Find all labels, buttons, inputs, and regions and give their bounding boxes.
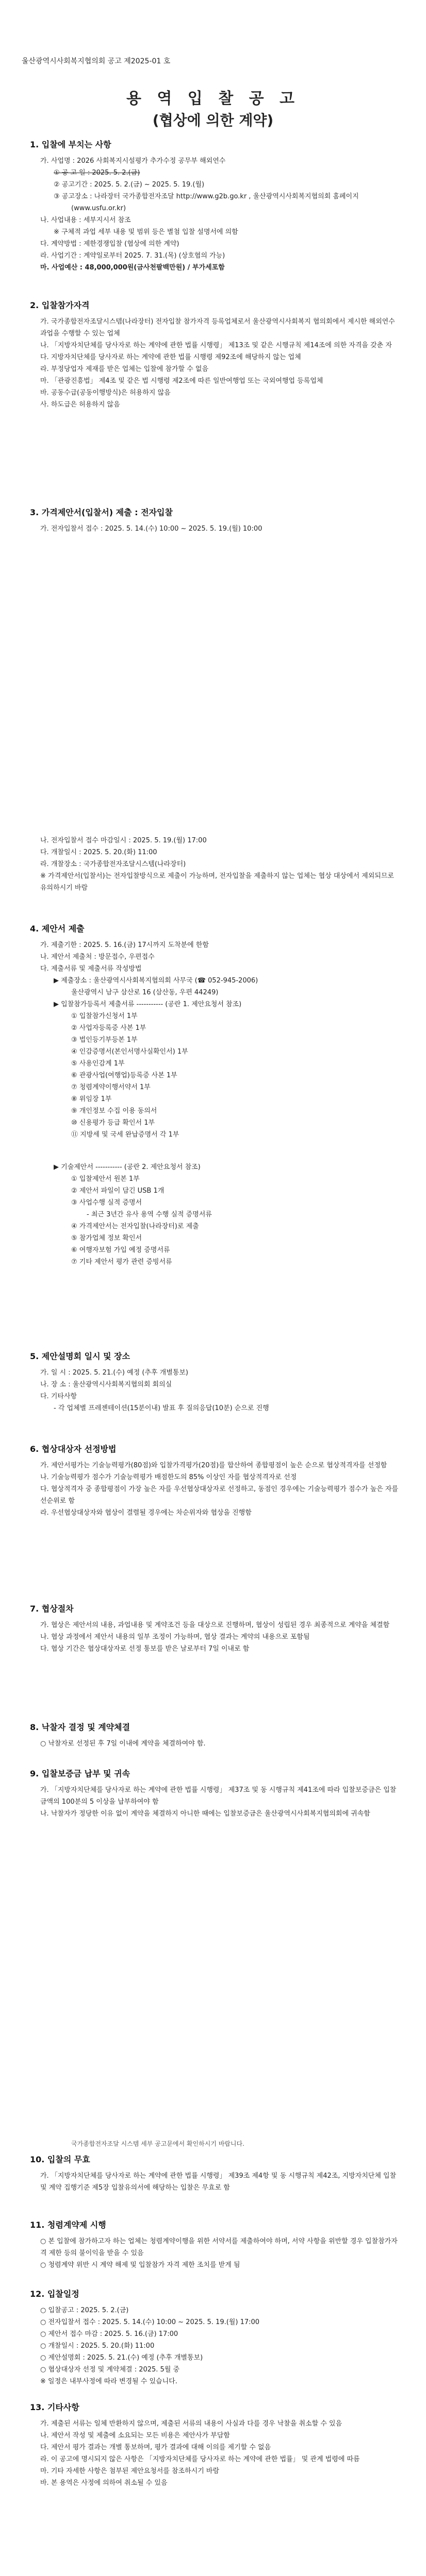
list-item: 나. 낙찰자가 정당한 이유 없이 계약을 체결하지 아니한 때에는 입찰보증금은 울산광역시사회복지협의회에 귀속함: [40, 1810, 370, 1818]
list-item: 나. 「지방자치단체를 당사자로 하는 계약에 관한 법률 시행령」 제13조 및 같은 시행규칙 제14조에 의한 자격을 갖춘 자: [40, 342, 392, 349]
list-item: ③ 사업수행 실적 증명서: [71, 1199, 142, 1207]
section-heading: 6. 협상대상자 선정방법: [30, 1444, 117, 1454]
list-item: 마. 사업예산 : 48,000,000원(금사천팔백만원) / 부가세포함: [40, 264, 225, 272]
section-12: [30, 2287, 401, 2387]
list-item: ⑦ 청렴계약이행서약서 1부: [71, 1083, 151, 1091]
section-13: [30, 2401, 401, 2489]
section-heading: 10. 입찰의 무효: [30, 2155, 90, 2164]
list-item: 바. 본 용역은 사정에 의하여 취소될 수 있음: [40, 2479, 168, 2487]
section-heading: 8. 낙찰자 결정 및 계약체결: [30, 1722, 130, 1732]
section-5: [30, 1350, 401, 1414]
list-item: 나. 전자입찰서 접수 마감일시 : 2025. 5. 19.(월) 17:00: [40, 837, 207, 844]
list-item: ○ 전자입찰서 접수 : 2025. 5. 14.(수) 10:00 ~ 2025. 5. 19.(월) 17:00: [40, 2318, 260, 2326]
list-item: 나. 장 소 : 울산광역시사회복지협의회 회의실: [40, 1381, 172, 1388]
section-heading: 4. 제안서 제출: [30, 924, 85, 934]
page-title: 용 역 입 찰 공 고: [126, 90, 300, 108]
list-item: ⑪ 지방세 및 국세 완납증명서 각 1부: [71, 1131, 179, 1139]
list-item: 다. 제안서 평가 결과는 개별 통보하며, 평가 결과에 대해 이의를 제기할 수 없음: [40, 2444, 271, 2451]
list-item: 가. 협상은 제안서의 내용, 과업내용 및 계약조건 등을 대상으로 진행하며, 협상이 성립된 경우 최종적으로 계약을 체결함: [40, 1621, 390, 1629]
list-item: ○ 제안설명회 : 2025. 5. 21.(수) 예정 (추후 개별통보): [40, 2354, 203, 2362]
list-item: 가. 제안서평가는 기술능력평가(80점)와 입찰가격평가(20점)를 합산하여 종합평점이 높은 순으로 협상적격자를 선정함: [40, 1462, 387, 1469]
list-item: 다. 제출서류 및 제출서류 작성방법: [40, 965, 142, 973]
section-1: [30, 138, 401, 274]
list-item: 다. 계약방법 : 제한경쟁입찰 (협상에 의한 계약): [40, 240, 179, 248]
list-item: ⑤ 사용인감계 1부: [71, 1060, 125, 1067]
list-item: ② 공고기간 : 2025. 5. 2.(금) ~ 2025. 5. 19.(월): [54, 181, 205, 189]
document-number: 울산광역시사회복지협의회 공고 제2025-01 호: [22, 57, 171, 65]
list-item: ※ 일정은 내부사정에 따라 변경될 수 있습니다.: [40, 2378, 177, 2385]
list-item: ④ 인감증명서(본인서명사실확인서) 1부: [71, 1048, 188, 1056]
list-item: ▶ 입찰참가등록서 제출서류 ----------- (공란 1. 제안요청서 참조): [54, 1001, 242, 1008]
list-item: ⑥ 여행자보험 가입 예정 증명서류: [71, 1246, 170, 1254]
list-item: 라. 사업기간 : 계약일로부터 2025. 7. 31.(목) (상호협의 가능): [40, 252, 225, 260]
list-item: ○ 낙찰자로 선정된 후 7일 이내에 계약을 체결하여야 함.: [40, 1740, 206, 1748]
section-heading: 12. 입찰일정: [30, 2289, 79, 2299]
list-item: 다. 협상 기간은 협상대상자로 선정 통보를 받은 날로부터 7일 이내로 함: [40, 1645, 250, 1653]
section-7: [30, 1602, 401, 1655]
list-item: 나. 협상 과정에서 제안서 내용의 일부 조정이 가능하며, 협상 결과는 계약의 내용으로 포함됨: [40, 1633, 310, 1641]
list-item: 가. 제출기한 : 2025. 5. 16.(금) 17시까지 도착분에 한함: [40, 941, 209, 949]
list-item: 나. 기술능력평가 점수가 기술능력평가 배점한도의 85% 이상인 자를 협상적격자로 선정: [40, 1473, 297, 1481]
list-item: (www.usfu.or.kr): [71, 205, 126, 212]
list-item: ③ 공고장소 : 나라장터 국가종합전자조달 http://www.g2b.go.kr , 울산광역시사회복지협의회 홈페이지: [54, 193, 359, 200]
list-item: ④ 가격제안서는 전자입찰(나라장터)로 제출: [71, 1223, 199, 1230]
section-6: [30, 1443, 401, 1519]
list-item: 울산광역시 남구 삼산로 16 (삼산동, 우편 44249): [71, 989, 219, 996]
list-item: 마. 기타 자세한 사항은 첨부된 제안요청서를 참조하시기 바람: [40, 2467, 220, 2475]
section-heading: 13. 기타사항: [30, 2402, 79, 2412]
list-item: ⑤ 참가업체 정보 확인서: [71, 1234, 142, 1242]
list-item: ② 제안서 파일이 담긴 USB 1개: [71, 1187, 165, 1195]
list-item: 라. 우선협상대상자와 협상이 결렬될 경우에는 차순위자와 협상을 진행함: [40, 1509, 252, 1517]
list-item: 사. 하도급은 허용하지 않음: [40, 401, 120, 409]
list-item: ② 사업자등록증 사본 1부: [71, 1024, 146, 1032]
list-item: ▶ 제출장소 : 울산광역시사회복지협의회 사무국 (☎ 052-945-2006): [54, 977, 258, 985]
list-item: 다. 지방자치단체를 당사자로 하는 계약에 관한 법률 시행령 제92조에 해당하지 않는 업체: [40, 353, 301, 361]
list-item: ⑦ 기타 제안서 평가 관련 증빙서류: [71, 1258, 172, 1266]
section-heading: 3. 가격제안서(입찰서) 제출 : 전자입찰: [30, 507, 173, 517]
list-item: 가. 사업명 : 2026 사회복지시설평가 추가수정 공무부 해외연수: [40, 157, 226, 165]
section-heading: 9. 입찰보증금 납부 및 귀속: [30, 1769, 130, 1778]
list-item: 다. 기타사항: [40, 1393, 77, 1400]
list-item: ⑩ 신용평가 등급 확인서 1부: [71, 1119, 155, 1127]
list-item: ○ 제안서 접수 마감 : 2025. 5. 16.(금) 17:00: [40, 2330, 178, 2338]
section-heading: 2. 입찰참가자격: [30, 300, 90, 310]
list-item: 가. 일 시 : 2025. 5. 21.(수) 예정 (추후 개별통보): [40, 1369, 188, 1377]
section-2: [30, 299, 401, 411]
list-item: ※ 가격제안서(입찰서)는 전자입찰방식으로 제출이 가능하며, 전자입찰을 제출하지 않는 업체는 협상 대상에서 제외되므로 유의하시기 바람: [40, 872, 397, 892]
list-item: ③ 법인등기부등본 1부: [71, 1036, 138, 1044]
list-item: 가. 국가종합전자조달시스템(나라장터) 전자입찰 참가자격 등록업체로서 울산광역시사회복지 협의회에서 제시한 해외연수 과업을 수행할 수 있는 업체: [40, 318, 397, 337]
list-item: - 최근 3년간 유사 용역 수행 실적 증명서류: [87, 1211, 212, 1218]
list-item: 나. 사업내용 : 세부지시서 참조: [40, 216, 131, 224]
list-item: ○ 협상대상자 선정 및 계약체결 : 2025. 5월 중: [40, 2366, 180, 2374]
list-item: ※ 구체적 과업 세부 내용 및 범위 등은 별첨 입찰 설명서에 의함: [54, 228, 238, 236]
section-9: [30, 1767, 401, 1820]
section-heading: 7. 협상절차: [30, 1604, 74, 1614]
list-item: 마. 「관광진흥법」 제4조 및 같은 법 시행령 제2조에 따른 일반여행업 또는 국외여행업 등록업체: [40, 377, 323, 385]
list-item: 라. 이 공고에 명시되지 않은 사항은 「지방자치단체를 당사자로 하는 계약에 관한 법률」 및 관계 법령에 따름: [40, 2455, 360, 2463]
section-heading: 1. 입찰에 부치는 사항: [30, 140, 111, 149]
section-10: [30, 2138, 401, 2194]
list-item: - 각 업체별 프레젠테이션(15분이내) 발표 후 질의응답(10분) 순으로 진행: [54, 1404, 269, 1412]
list-item: 나. 제안서 제출처 : 방문접수, 우편접수: [40, 953, 155, 961]
list-item: 가. 「지방자치단체를 당사자로 하는 계약에 관한 법률 시행령」 제39조 제4항 및 동 시행규칙 제42조, 지방자치단체 입찰 및 계약 집행기준 제5장 입찰유의서에 해당하는 입찰은 무효로 함: [40, 2172, 399, 2192]
section-heading: 5. 제안설명회 일시 및 장소: [30, 1351, 130, 1361]
list-item: ① 공 고 일 : 2025. 5. 2.(금): [54, 169, 140, 177]
list-item: ⑥ 관광사업(여행업)등록증 사본 1부: [71, 1072, 177, 1079]
list-item: ① 입찰제안서 원본 1부: [71, 1175, 140, 1183]
list-item: ▶ 기술제안서 ----------- (공란 2. 제안요청서 참조): [54, 1163, 201, 1171]
list-item: 바. 공동수급(공동이행방식)은 허용하지 않음: [40, 389, 171, 397]
section-3-continued: [30, 835, 401, 894]
list-item: ○ 개찰일시 : 2025. 5. 20.(화) 11:00: [40, 2342, 155, 2350]
list-item: ⑧ 위임장 1부: [71, 1095, 112, 1103]
list-item: ○ 본 입찰에 참가하고자 하는 업체는 청렴계약이행을 위한 서약서를 제출하여야 하며, 서약 사항을 위반할 경우 입찰참가자격 제한 등의 불이익을 받을 수 있음: [40, 2238, 398, 2257]
list-item: 라. 부정당업자 제재를 받은 업체는 입찰에 참가할 수 없음: [40, 365, 209, 373]
page-subtitle: (협상에 의한 계약): [152, 112, 274, 129]
list-item: 다. 협상적격자 중 종합평점이 가장 높은 자를 우선협상대상자로 선정하고, 동점인 경우에는 기술능력평가 점수가 높은 자를 선순위로 함: [40, 1485, 401, 1505]
section-3: [30, 506, 401, 535]
section-8: [30, 1721, 401, 1750]
list-item: ① 입찰참가신청서 1부: [71, 1012, 138, 1020]
list-item: ○ 청렴계약 위반 시 계약 해제 및 입찰참가 자격 제한 조치를 받게 됨: [40, 2261, 240, 2269]
list-item: ○ 입찰공고 : 2025. 5. 2.(금): [40, 2307, 129, 2314]
list-item: ⑨ 개인정보 수집 이용 동의서: [71, 1107, 157, 1115]
list-item: 라. 개찰장소 : 국가종합전자조달시스템(나라장터): [40, 860, 186, 868]
list-item: 가. 「지방자치단체를 당사자로 하는 계약에 관한 법률 시행령」 제37조 및 동 시행규칙 제41조에 따라 입찰보증금은 입찰금액의 100분의 5 이상을 납부하여야 함: [40, 1786, 397, 1806]
section-11: [30, 2218, 401, 2271]
list-item: 나. 제안서 작성 및 제출에 소요되는 모든 비용은 제안사가 부담함: [40, 2432, 230, 2439]
section-4: [30, 922, 401, 1268]
list-item: 다. 개찰일시 : 2025. 5. 20.(화) 11:00: [40, 849, 157, 856]
section-heading: 11. 청렴계약제 시행: [30, 2220, 106, 2230]
section-note: 국가종합전자조달 시스템 세부 공고문에서 확인하시기 바랍니다.: [71, 2140, 244, 2147]
list-item: 가. 제출된 서류는 일체 반환하지 않으며, 제출된 서류의 내용이 사실과 다를 경우 낙찰을 취소할 수 있음: [40, 2420, 342, 2428]
list-item: 가. 전자입찰서 접수 : 2025. 5. 14.(수) 10:00 ~ 2025. 5. 19.(월) 10:00: [40, 525, 263, 533]
